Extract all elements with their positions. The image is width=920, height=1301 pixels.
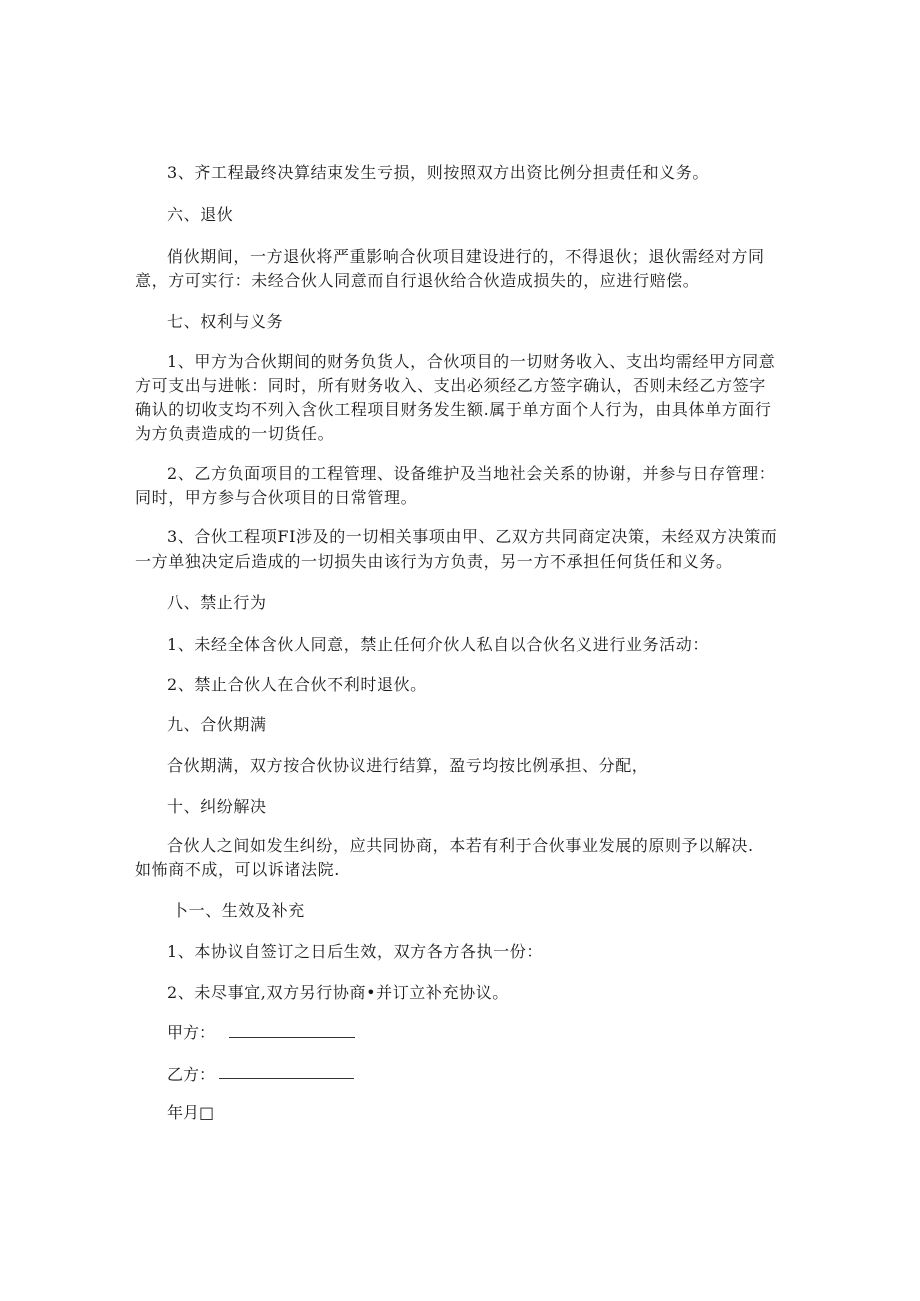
text-line: 2、未尽事宜,双方另行协商•并订立补充协议。	[167, 983, 509, 1002]
text-line: 如怖商不成，可以诉诸法院.	[135, 860, 340, 879]
text-line: 俏伙期间，一方退伙将严重影响合伙项目建设进行的，不得退伙；退伙需经对方同	[167, 247, 765, 266]
party-a-signature-line	[229, 1037, 355, 1038]
section-heading: 七、权利与义务	[167, 312, 284, 331]
text-line: 1、未经全体含伙人同意，禁止任何介伙人私自以合伙名义进行业务活动：	[167, 635, 709, 654]
section-heading: 九、合伙期满	[167, 715, 267, 734]
text-line: 为方负责造成的一切货任。	[135, 424, 335, 443]
text-line: 合伙期满，双方按合伙协议进行结算，盈亏均按比例承担、分配，	[167, 756, 649, 775]
text-line: 3、齐工程最终决算结束发生亏损，则按照双方出资比例分担责任和义务。	[167, 163, 709, 182]
section-heading: 十、纠纷解决	[167, 797, 267, 816]
text-line: 意，方可实行：未经合伙人同意而自行退伙给合伙造成损失的，应进行赔偿。	[135, 271, 700, 290]
section-heading: 六、退伙	[167, 205, 234, 224]
text-line: 方可支出与进帐：同时，所有财务收入、支出必须经乙方签字确认，否则未经乙方签字	[135, 376, 766, 395]
party-b-signature-line	[219, 1078, 354, 1079]
section-heading: 八、禁止行为	[167, 593, 267, 612]
text-line: 一方单独决定后造成的一切损失由该行为方负责，另一方不承担任何货任和义务。	[135, 552, 733, 571]
party-b-label: 乙方：	[167, 1065, 216, 1084]
text-line: 确认的切收支均不列入含伙工程项目财务发生额.属于单方面个人行为，由具体单方面行	[135, 400, 772, 419]
section-heading: 卜一、生效及补充	[172, 901, 305, 920]
text-line: 2、禁止合伙人在合伙不利时退伙。	[167, 675, 427, 694]
text-line: 合伙人之间如发生纠纷，应共同协商，本若有利于合伙事业发展的原则予以解决.	[167, 836, 754, 855]
party-a-label: 甲方：	[167, 1023, 216, 1042]
date-label: 年月□	[167, 1103, 215, 1122]
text-line: 1、本协议自签订之日后生效，双方各方各执一份：	[167, 942, 543, 961]
text-line: 2、乙方负面项目的工程管理、设备维护及当地社会关系的协谢，并参与日存管理：	[167, 464, 776, 483]
text-line: 同时，甲方参与合伙项目的日常管理。	[135, 488, 418, 507]
text-line: 3、合伙工程项FI涉及的一切相关事项由甲、乙双方共同商定决策，未经双方决策而	[167, 527, 778, 546]
text-line: 1、甲方为合伙期间的财务负货人，合伙项目的一切财务收入、支出均需经甲方同意	[167, 352, 776, 371]
